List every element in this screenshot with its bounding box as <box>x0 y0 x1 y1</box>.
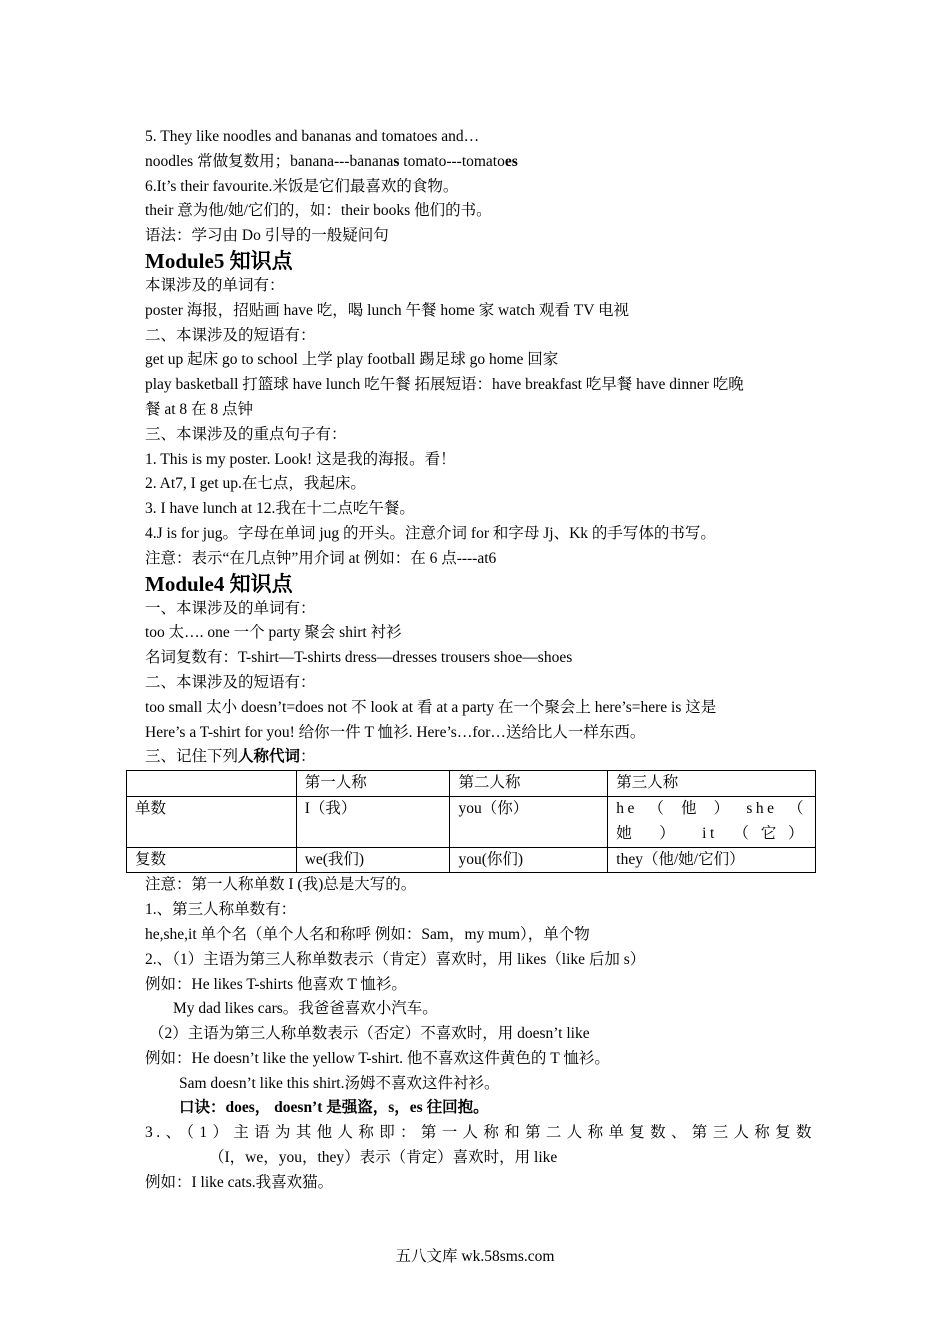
text-line: he,she,it 单个名（单个人名和称呼 例如：Sam，my mum），单个物 <box>145 925 590 943</box>
text-line: 4.J is for jug。字母在单词 jug 的开头。注意介词 for 和字母 Jj、Kk 的手写体的书写。 <box>145 524 716 542</box>
text-line: 例如：He likes T-shirts 他喜欢 T 恤衫。 <box>145 975 407 993</box>
table-cell: he （ 他 ） she （ 她 ） it （它） <box>608 796 816 847</box>
text-line: 注意：第一人称单数 I (我)总是大写的。 <box>145 876 417 894</box>
text-line: 例如：He doesn’t like the yellow T-shirt. 他不喜欢这件黄色的 T 恤衫。 <box>145 1049 610 1067</box>
text-line: 3.、（1）主语为其他人称即：第一人称和第二人称单复数、第三人称复数 <box>145 1124 815 1142</box>
text-line: play basketball 打篮球 have lunch 吃午餐 拓展短语：have breakfast 吃早餐 have dinner 吃晚 <box>145 376 744 394</box>
text-line: 本课涉及的单词有： <box>145 276 285 294</box>
table-cell <box>127 771 297 797</box>
text-line: 2. At7, I get up.在七点，我起床。 <box>145 475 366 493</box>
text-line: noodles 常做复数用；banana---bananas tomato---tomatoes <box>145 152 518 170</box>
text-line: their 意为他/她/它们的，如：their books 他们的书。 <box>145 202 492 220</box>
text-line: 三、本课涉及的重点句子有： <box>145 425 347 443</box>
table-cell: you(你们) <box>450 847 608 873</box>
text-line: too small 太小 doesn’t=does not 不 look at 看 at a party 在一个聚会上 here’s=here is 这是 <box>145 698 717 716</box>
text-line: （2）主语为第三人称单数表示（否定）不喜欢时，用 doesn’t like <box>149 1025 590 1043</box>
table-cell: you（你） <box>450 796 608 847</box>
text-line: （I，we，you，they）表示（肯定）喜欢时，用 like <box>209 1149 558 1167</box>
text-line: 二、本课涉及的短语有： <box>145 326 316 344</box>
table-cell: they（他/她/它们） <box>608 847 816 873</box>
text-line: 注意：表示“在几点钟”用介词 at 例如：在 6 点----at6 <box>145 549 497 567</box>
section-heading-module5: Module5 知识点 <box>145 248 293 273</box>
table-cell: 第一人称 <box>296 771 450 797</box>
text-line: 1.、第三人称单数有： <box>145 901 297 919</box>
text-line: 5. They like noodles and bananas and tomatoes and… <box>145 128 480 145</box>
text-line: 二、本课涉及的短语有： <box>145 673 316 691</box>
document-body <box>135 125 815 1196</box>
table-row <box>127 796 816 847</box>
text-line: 3. I have lunch at 12.我在十二点吃午餐。 <box>145 500 415 518</box>
text-line: 餐 at 8 在 8 点钟 <box>145 400 254 418</box>
text-line: too 太…. one 一个 party 聚会 shirt 衬衫 <box>145 624 402 642</box>
table-cell: 第二人称 <box>450 771 608 797</box>
mnemonic-line: 口诀：does， doesn’t 是强盗，s，es 往回抱。 <box>179 1099 489 1117</box>
text-line: 例如：I like cats.我喜欢猫。 <box>145 1173 334 1191</box>
table-cell: 复数 <box>127 847 297 873</box>
page-footer: 五八文库 wk.58sms.com <box>395 1248 555 1265</box>
table-row <box>127 847 816 873</box>
text-line: 6.It’s their favourite.米饭是它们最喜欢的食物。 <box>145 177 459 195</box>
text-line: 一、本课涉及的单词有： <box>145 599 316 617</box>
text-line: 2.、（1）主语为第三人称单数表示（肯定）喜欢时，用 likes（like 后加 s） <box>145 950 646 968</box>
table-cell: we(我们) <box>296 847 450 873</box>
text-line: 1. This is my poster. Look! 这是我的海报。看！ <box>145 450 456 468</box>
text-line: Here’s a T-shirt for you! 给你一件 T 恤衫. Here’s…for…送给比人一样东西。 <box>145 723 646 741</box>
text-line: 名词复数有：T-shirt—T-shirts dress—dresses trousers shoe—shoes <box>145 649 573 667</box>
table-cell: 单数 <box>127 796 297 847</box>
text-line: get up 起床 go to school 上学 play football 踢足球 go home 回家 <box>145 351 559 369</box>
text-line: Sam doesn’t like this shirt.汤姆不喜欢这件衬衫。 <box>179 1074 500 1092</box>
text-line: 三、记住下列人称代词： <box>145 748 316 766</box>
text-line: 语法：学习由 Do 引导的一般疑问句 <box>145 227 389 245</box>
table-cell: I（我） <box>296 796 450 847</box>
table-cell: 第三人称 <box>608 771 816 797</box>
section-heading-module4: Module4 知识点 <box>145 571 293 596</box>
text-line: My dad likes cars。我爸爸喜欢小汽车。 <box>173 1000 438 1018</box>
pronoun-table <box>126 770 816 873</box>
table-header-row <box>127 771 816 797</box>
text-line: poster 海报，招贴画 have 吃，喝 lunch 午餐 home 家 watch 观看 TV 电视 <box>145 301 630 319</box>
